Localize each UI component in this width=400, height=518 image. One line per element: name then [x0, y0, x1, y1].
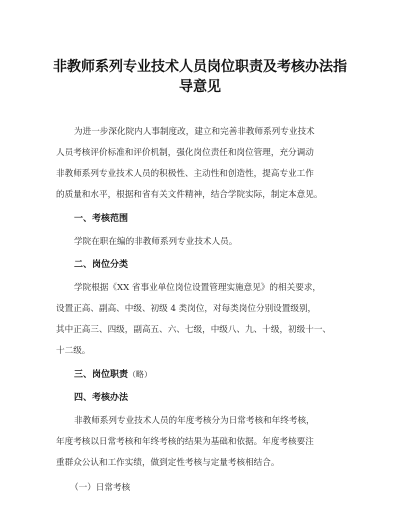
intro-line-2: 人员考核评价标准和评价机制，强化岗位责任和岗位管理，充分调动 [56, 148, 314, 158]
document-title-line1: 非教师系列专业技术人员岗位职责及考核办法指 [53, 59, 347, 75]
section-2-line-1: 学院根据《XX 省事业单位岗位设置管理实施意见》的相关要求， [74, 283, 322, 293]
section-1-heading: 一、考核范围 [74, 214, 129, 224]
section-3-note: （略） [128, 370, 153, 379]
section-2-line-3: 其中正高三、四级，副高五、六、七级，中级八、九、十级，初级十一、 [56, 325, 332, 335]
document-title-line2: 导意见 [179, 79, 221, 95]
section-4-heading: 四、考核办法 [74, 393, 129, 403]
intro-line-1: 为进一步深化院内人事制度改，建立和完善非教师系列专业技术 [74, 127, 315, 137]
section-2-heading: 二、岗位分类 [74, 260, 129, 270]
section-4-line-2: 年度考核以日常考核和年终考核的结果为基础和依据。年度考核要注 [56, 437, 314, 447]
section-2-line-2: 设置正高、副高、中级、初级 4 类岗位，对每类岗位分别设置级别， [56, 304, 317, 314]
section-3-heading: 三、岗位职责 [74, 370, 129, 380]
section-4-line-1: 非教师系列专业技术人员的年度考核分为日常考核和年终考核， [74, 416, 315, 426]
section-4-line-3: 重群众公认和工作实绩，做到定性考核与定量考核相结合。 [56, 458, 280, 468]
section-1-text: 学院在职在编的非教师系列专业技术人员。 [74, 237, 238, 247]
intro-line-4: 的质量和水平，根据和省有关文件精神，结合学院实际，制定本意见。 [56, 190, 323, 200]
intro-line-3: 非教师系列专业技术人员的积极性、主动性和创造性，提高专业工作 [56, 169, 314, 179]
section-2-line-4: 十二级。 [56, 346, 91, 356]
section-4-subheading-1: （一）日常考核 [70, 483, 131, 493]
section-3-heading-row [74, 369, 152, 381]
